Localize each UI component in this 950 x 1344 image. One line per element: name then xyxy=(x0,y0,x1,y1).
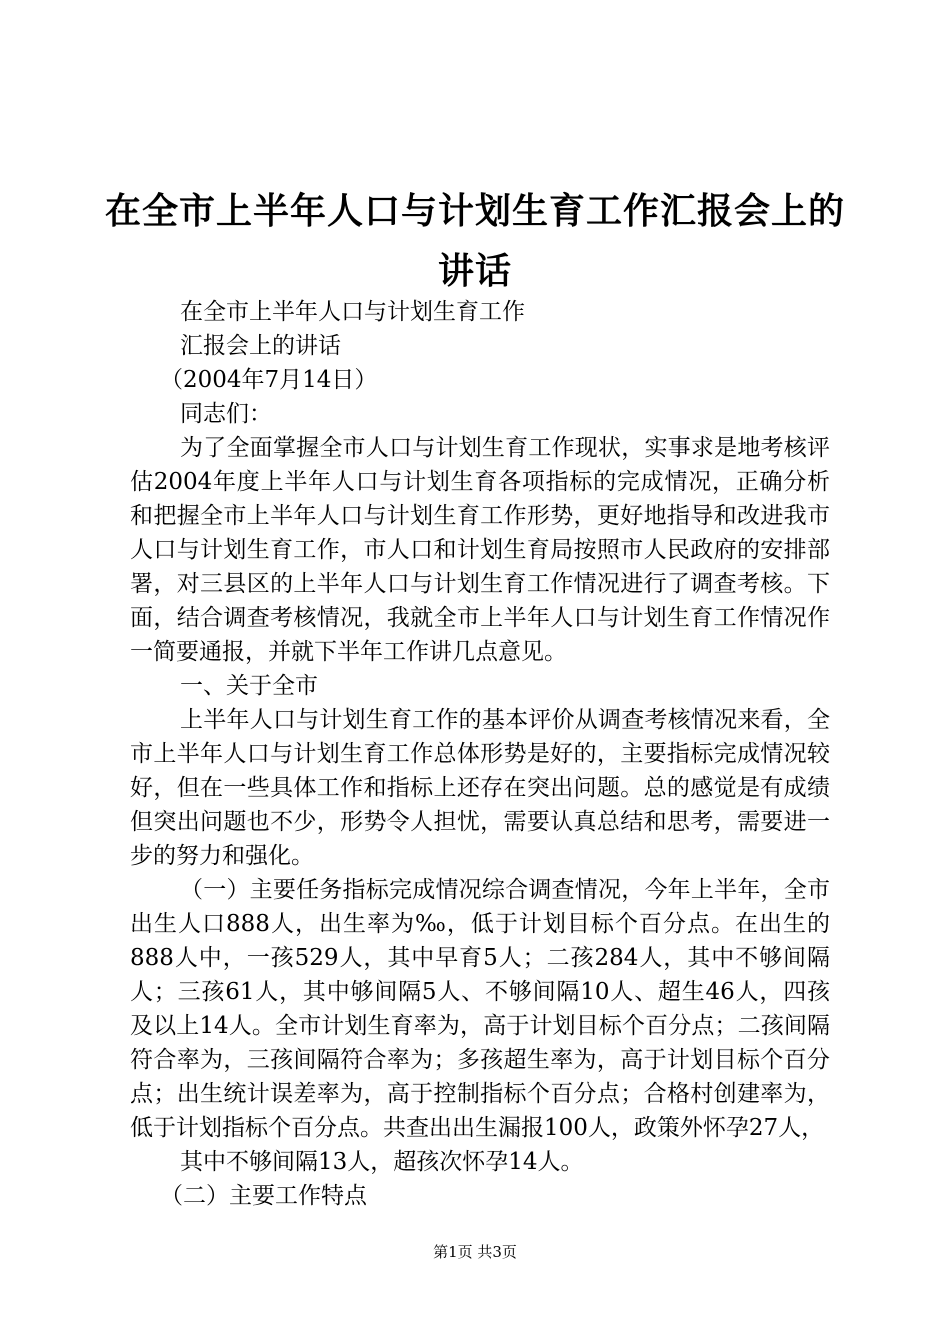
paragraph-intro: 为了全面掌握全市人口与计划生育工作现状，实事求是地考核评估2004年度上半年人口与计划生育各项指标的完成情况，正确分析和把握全市上半年人口与计划生育工作形势，更好地指导和改进我市人口与计划生育工作，市人口和计划生育局按照市人民政府的安排部署，对三县区的上半年人口与计划生育工作情况进行了调查考核。下面，结合调查考核情况，我就全市上半年人口与计划生育工作情况作一简要通报，并就下半年工作讲几点意见。 xyxy=(130,435,830,665)
section-heading-2: （二）主要工作特点 xyxy=(160,1183,367,1209)
salutation: 同志们： xyxy=(180,401,272,427)
paragraph-indicators: （一）主要任务指标完成情况综合调查情况，今年上半年，全市出生人口888人，出生率为‰，低于计划目标个百分点。在出生的888人中，一孩529人，其中早育5人；二孩284人，其中不够间隔人；三孩61人，其中够间隔5人、不够间隔10人、超生46人，四孩及以上14人。全市计划生育率为，高于计划目标个百分点；二孩间隔符合率为，三孩间隔符合率为；多孩超生率为，高于计划目标个百分点；出生统计误差率为，高于控制指标个百分点；合格村创建率为，低于计划指标个百分点。共查出出生漏报100人，政策外怀孕27人， xyxy=(130,877,830,1141)
speech-date: （2004年7月14日） xyxy=(160,367,378,393)
subtitle-line-1: 在全市上半年人口与计划生育工作 xyxy=(180,299,525,325)
document-title-line-2: 讲话 xyxy=(437,251,512,292)
subtitle-line-2: 汇报会上的讲话 xyxy=(180,333,341,359)
document-body xyxy=(130,295,830,1213)
page-number-footer: 第1页 共3页 xyxy=(433,1243,517,1261)
document-title-line-1: 在全市上半年人口与计划生育工作汇报会上的 xyxy=(104,191,845,232)
paragraph-evaluation: 上半年人口与计划生育工作的基本评价从调查考核情况来看，全市上半年人口与计划生育工作总体形势是好的，主要指标完成情况较好，但在一些具体工作和指标上还存在突出问题。总的感觉是有成绩但突出问题也不少，形势令人担忧，需要认真总结和思考，需要进一步的努力和强化。 xyxy=(130,707,830,869)
paragraph-indicators-continued: 其中不够间隔13人，超孩次怀孕14人。 xyxy=(180,1149,584,1175)
section-heading-1: 一、关于全市 xyxy=(180,673,318,699)
